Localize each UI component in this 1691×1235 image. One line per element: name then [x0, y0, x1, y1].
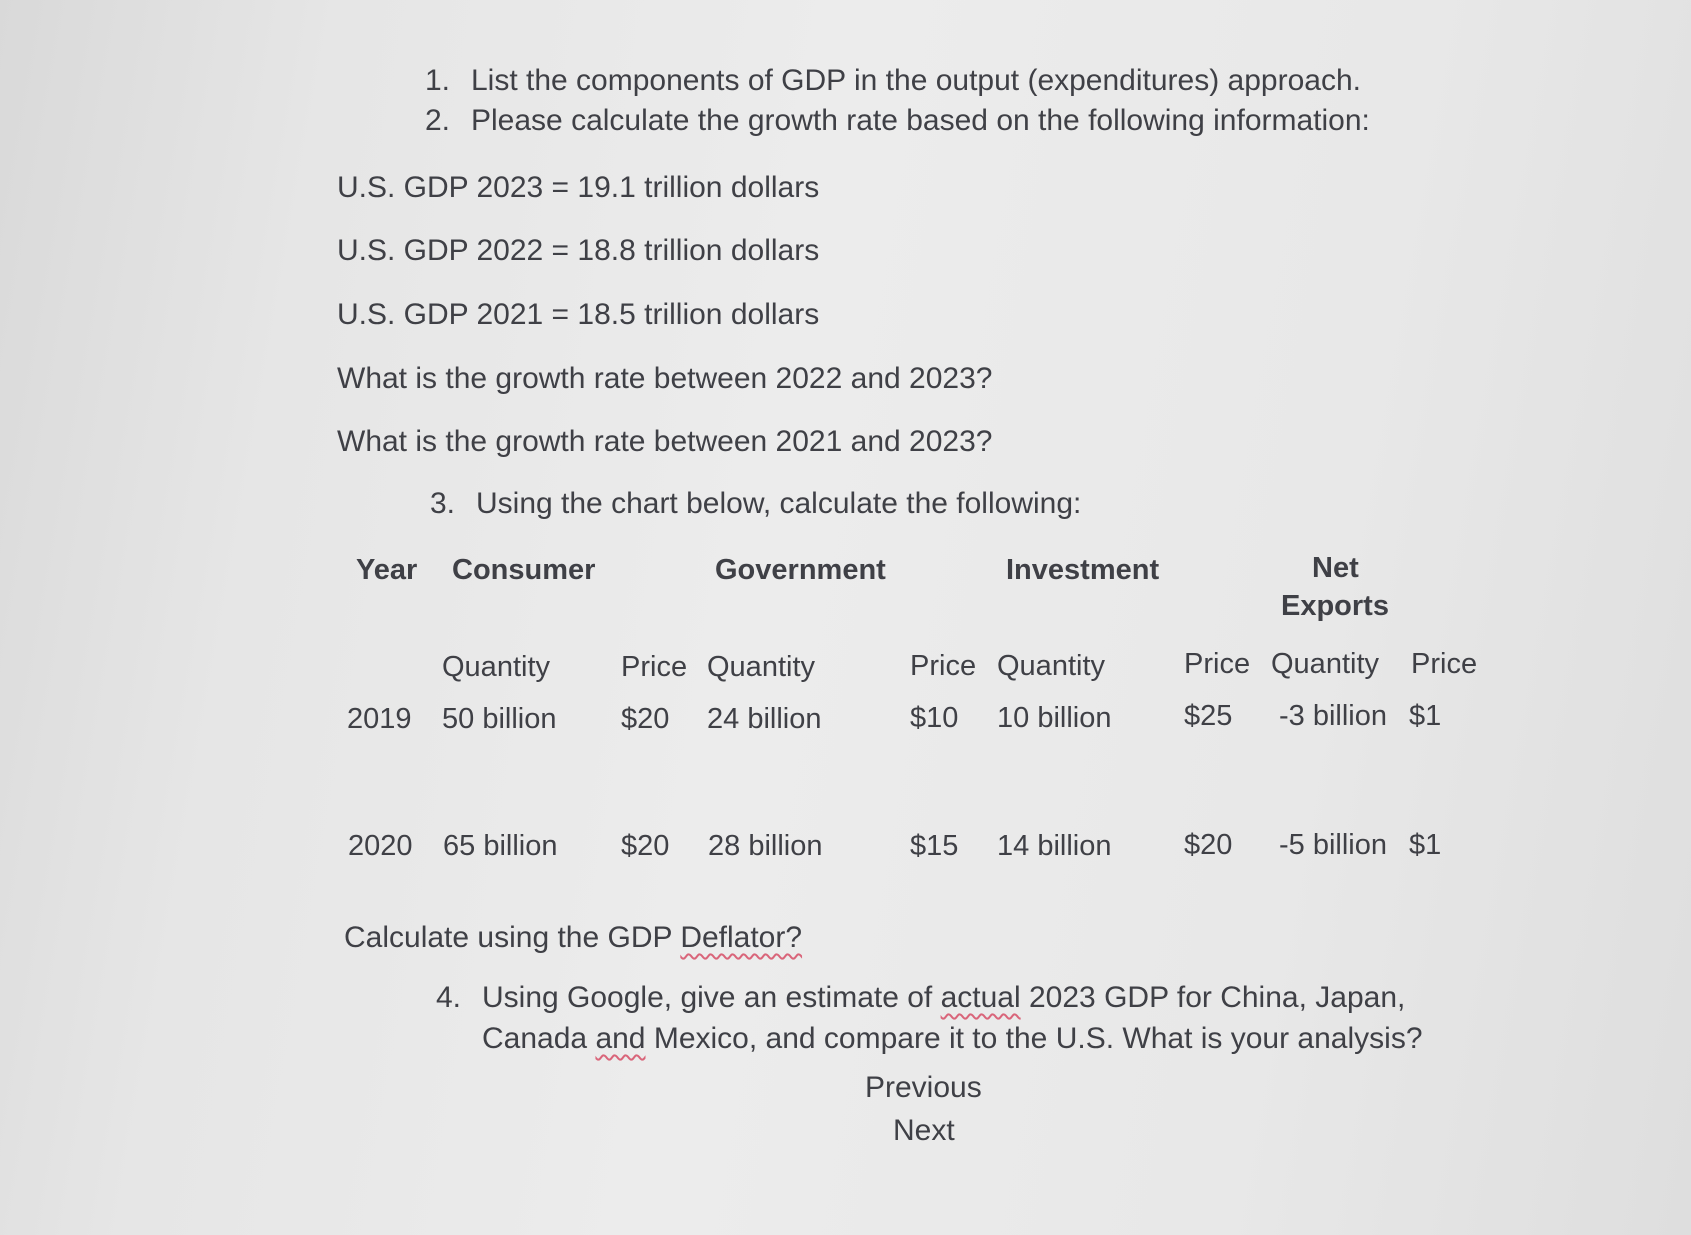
gdp-2023-line: U.S. GDP 2023 = 19.1 trillion dollars: [337, 171, 820, 204]
deflator-question-text: Calculate using the GDP: [344, 921, 681, 954]
header-government: Government: [715, 554, 886, 586]
previous-link[interactable]: Previous: [865, 1071, 982, 1104]
growth-question-2022-2023: What is the growth rate between 2022 and 2023?: [337, 362, 993, 395]
question-2-text: Please calculate the growth rate based on the following information:: [471, 104, 1370, 137]
question-1-number: 1.: [425, 64, 451, 97]
gdp-2022-line: U.S. GDP 2022 = 18.8 trillion dollars: [337, 234, 820, 267]
question-4-text-a: Using Google, give an estimate of: [482, 981, 941, 1014]
table-cell-investment-price: $20: [1184, 829, 1233, 861]
deflator-question-underlined: Deflator?: [680, 921, 803, 954]
header-year: Year: [356, 554, 418, 586]
deflator-question: [344, 923, 802, 953]
table-cell-net-exports-quantity: -5 billion: [1279, 829, 1387, 861]
question-2-number: 2.: [425, 104, 451, 137]
next-link[interactable]: Next: [893, 1114, 955, 1147]
subheader-net-exports-price: Price: [1411, 648, 1478, 680]
table-cell-year: 2020: [348, 830, 413, 862]
question-4-text-b: 2023 GDP for China, Japan,: [1020, 981, 1406, 1014]
question-4-underlined-and: and: [595, 1022, 646, 1055]
question-1: [425, 66, 1361, 96]
question-4-line2: [482, 1024, 1423, 1054]
table-cell-year: 2019: [347, 703, 412, 735]
subheader-investment-price: Price: [1184, 648, 1251, 680]
header-net-exports-line1: Net: [1312, 552, 1359, 584]
question-3-text: Using the chart below, calculate the following:: [476, 487, 1082, 520]
header-net-exports-line2: Exports: [1281, 590, 1389, 622]
question-4-line1: [436, 983, 1405, 1013]
table-cell-government-price: $10: [910, 702, 959, 734]
subheader-government-quantity: Quantity: [707, 651, 815, 683]
table-cell-investment-quantity: 14 billion: [997, 830, 1112, 862]
subheader-net-exports-quantity: Quantity: [1271, 648, 1379, 680]
question-3-number: 3.: [430, 487, 456, 520]
table-cell-investment-quantity: 10 billion: [997, 702, 1112, 734]
header-consumer: Consumer: [452, 554, 596, 586]
subheader-consumer-quantity: Quantity: [442, 651, 550, 683]
header-investment: Investment: [1006, 554, 1160, 586]
table-cell-consumer-quantity: 50 billion: [442, 703, 557, 735]
table-cell-investment-price: $25: [1184, 700, 1233, 732]
question-4-line2-text-b: Mexico, and compare it to the U.S. What is your analysis?: [645, 1022, 1423, 1055]
question-4-underlined-actual: actual: [940, 981, 1021, 1014]
table-cell-government-quantity: 28 billion: [708, 830, 823, 862]
table-cell-government-quantity: 24 billion: [707, 703, 822, 735]
gdp-2021-line: U.S. GDP 2021 = 18.5 trillion dollars: [337, 298, 820, 331]
question-1-text: List the components of GDP in the output (expenditures) approach.: [471, 64, 1361, 97]
table-cell-government-price: $15: [910, 830, 959, 862]
subheader-government-price: Price: [910, 650, 977, 682]
growth-question-2021-2023: What is the growth rate between 2021 and 2023?: [337, 425, 993, 458]
question-4-number: 4.: [436, 981, 462, 1014]
table-cell-net-exports-price: $1: [1409, 700, 1442, 732]
subheader-investment-quantity: Quantity: [997, 650, 1105, 682]
subheader-consumer-price: Price: [621, 651, 688, 683]
table-cell-consumer-quantity: 65 billion: [443, 830, 558, 862]
table-cell-net-exports-quantity: -3 billion: [1279, 700, 1387, 732]
table-cell-consumer-price: $20: [621, 830, 670, 862]
question-2: [425, 106, 1370, 136]
table-cell-net-exports-price: $1: [1409, 829, 1442, 861]
table-cell-consumer-price: $20: [621, 703, 670, 735]
question-3: [430, 489, 1081, 519]
question-4-line2-text-a: Canada: [482, 1022, 596, 1055]
